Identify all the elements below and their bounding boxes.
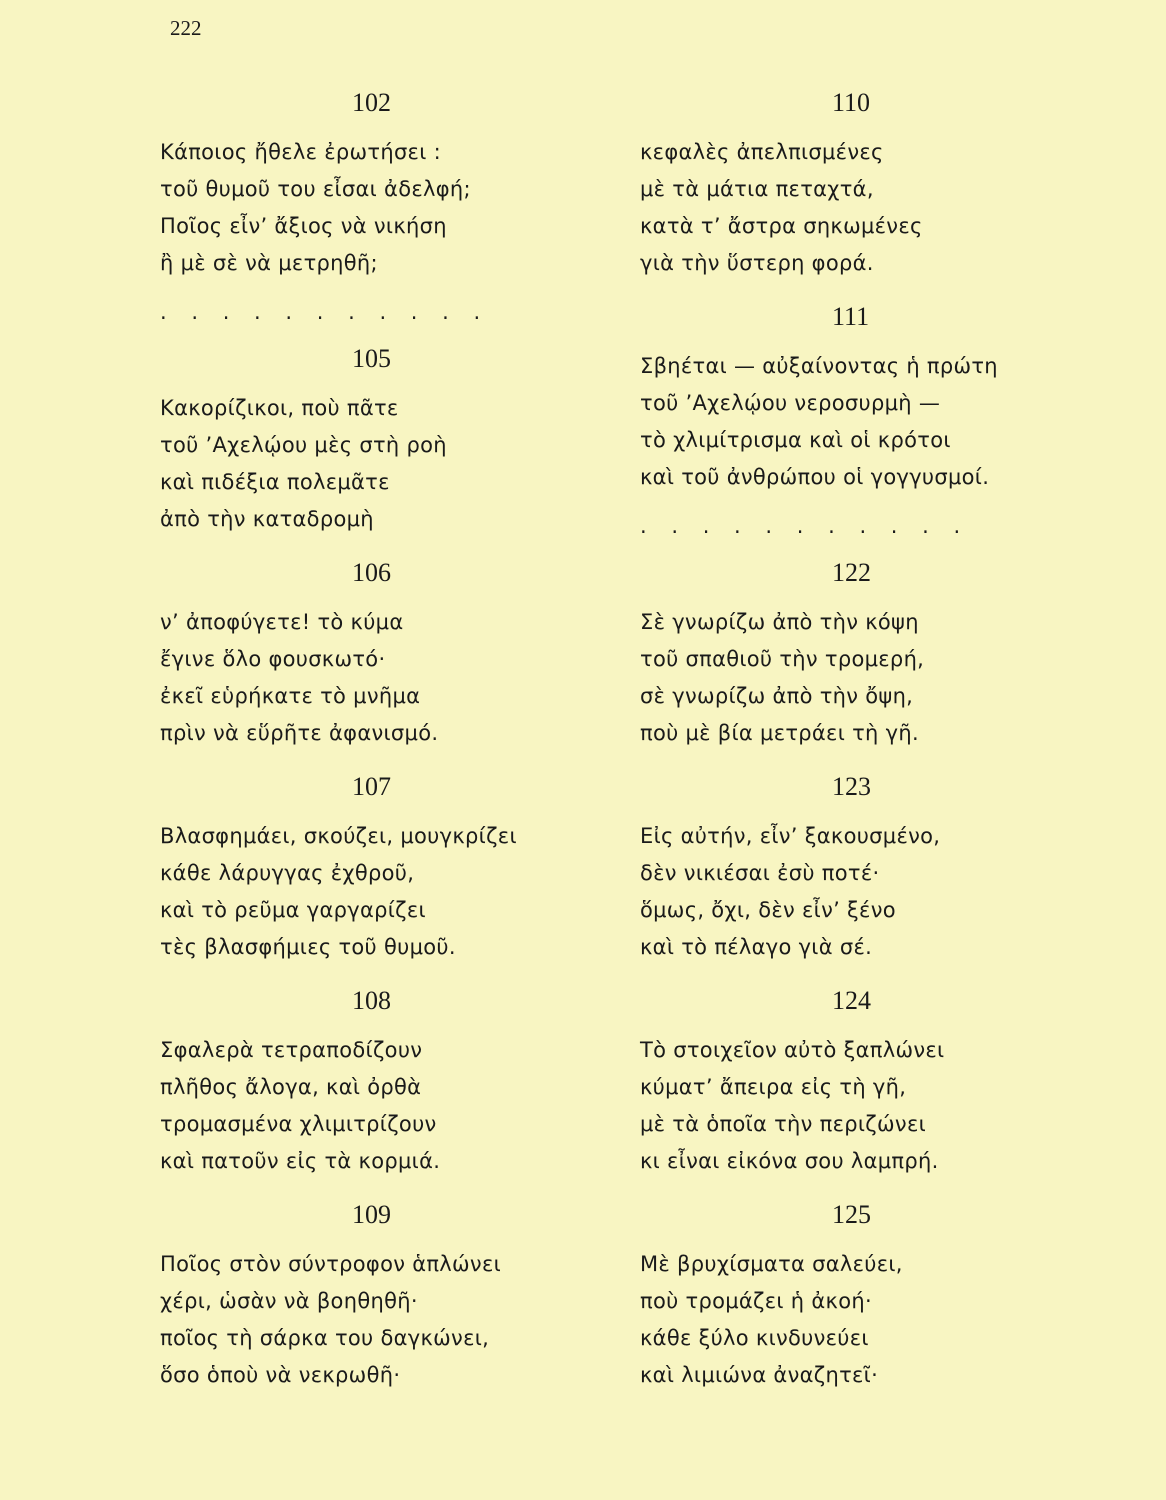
stanza <box>640 300 1080 496</box>
right-column <box>640 86 1080 1412</box>
verse-line: σὲ γνωρίζω ἀπὸ τὴν ὄψη, <box>640 684 914 708</box>
page-number: 222 <box>170 16 202 40</box>
stanza-number: 110 <box>832 88 871 117</box>
verse-line: Εἰς αὐτήν, εἶν’ ξακουσμένο, <box>640 824 941 848</box>
verse-line: κατὰ τ’ ἄστρα σηκωμένες <box>640 214 923 238</box>
verse-line: μὲ τὰ ὁποῖα τὴν περιζώνει <box>640 1112 926 1136</box>
verse-line: τοῦ ’Αχελῴου μὲς στὴ ροὴ <box>160 433 447 457</box>
verse-line: Ποῖος στὸν σύντροφον ἁπλώνει <box>160 1252 502 1276</box>
omission-dots: . . . . . . . . . . . <box>160 300 490 324</box>
verse-line: ἢ μὲ σὲ νὰ μετρηθῆ; <box>160 251 378 275</box>
stanza <box>160 984 580 1180</box>
stanza-number: 123 <box>832 772 871 801</box>
stanza-number: 111 <box>832 302 870 331</box>
verse-line: κύματ’ ἄπειρα εἰς τὴ γῆ, <box>640 1075 907 1099</box>
verse-line: Μὲ βρυχίσματα σαλεύει, <box>640 1252 903 1276</box>
verse-line: Τὸ στοιχεῖον αὐτὸ ξαπλώνει <box>640 1038 945 1062</box>
verse-line: ποῖος τὴ σάρκα του δαγκώνει, <box>160 1326 490 1350</box>
verse-line: μὲ τὰ μάτια πεταχτά, <box>640 177 874 201</box>
verse-line: ἐκεῖ εὑρήκατε τὸ μνῆμα <box>160 684 421 708</box>
verse-line: ἀπὸ τὴν καταδρομὴ <box>160 507 374 531</box>
stanza-number: 102 <box>352 88 391 117</box>
verse-line: Ποῖος εἶν’ ἄξιος νὰ νικήση <box>160 214 447 238</box>
verse-line: πλῆθος ἄλογα, καὶ ὀρθὰ <box>160 1075 422 1099</box>
verse-line: Σὲ γνωρίζω ἀπὸ τὴν κόψη <box>640 610 919 634</box>
stanza <box>640 86 1080 282</box>
verse-line: τρομασμένα χλιμιτρίζουν <box>160 1112 437 1136</box>
verse-line: ὅσο ὁποὺ νὰ νεκρωθῆ· <box>160 1363 401 1387</box>
verse-line: Σβηέται — αὐξαίνοντας ἡ πρώτη <box>640 354 998 378</box>
stanza-number: 108 <box>352 986 391 1015</box>
verse-line: καὶ λιμιώνα ἀναζητεῖ· <box>640 1363 879 1387</box>
verse-line: Βλασφημάει, σκούζει, μουγκρίζει <box>160 824 517 848</box>
verse-line: τοῦ ’Αχελῴου νεροσυρμὴ — <box>640 391 941 415</box>
stanza <box>640 984 1080 1180</box>
verse-line: ν’ ἀποφύγετε! τὸ κύμα <box>160 610 404 634</box>
verse-line: Σφαλερὰ τετραποδίζουν <box>160 1038 423 1062</box>
verse-line: καὶ τοῦ ἀνθρώπου οἱ γογγυσμοί. <box>640 465 990 489</box>
verse-line: Κάποιος ἤθελε ἐρωτήσει : <box>160 140 441 164</box>
stanza <box>160 1198 580 1394</box>
verse-line: δὲν νικιέσαι ἐσὺ ποτέ· <box>640 861 880 885</box>
verse-line: κεφαλὲς ἀπελπισμένες <box>640 140 884 164</box>
stanza-number: 105 <box>352 344 391 373</box>
verse-line: γιὰ τὴν ὕστερη φορά. <box>640 251 874 275</box>
stanza <box>160 86 580 282</box>
left-column <box>160 86 580 1412</box>
stanza-number: 109 <box>352 1200 391 1229</box>
stanza-number: 122 <box>832 558 871 587</box>
verse-line: ποὺ μὲ βία μετράει τὴ γῆ. <box>640 721 919 745</box>
stanza <box>160 556 580 752</box>
omission-dots: . . . . . . . . . . . <box>640 514 970 538</box>
stanza-number: 125 <box>832 1200 871 1229</box>
verse-line: Κακορίζικοι, ποὺ πᾶτε <box>160 396 399 420</box>
verse-line: ποὺ τρομάζει ἡ ἀκοή· <box>640 1289 872 1313</box>
verse-line: τὲς βλασφήμιες τοῦ θυμοῦ. <box>160 935 456 959</box>
verse-line: τὸ χλιμίτρισμα καὶ οἱ κρότοι <box>640 428 951 452</box>
stanza <box>640 770 1080 966</box>
verse-line: χέρι, ὡσὰν νὰ βοηθηθῆ· <box>160 1289 418 1313</box>
verse-line: κι εἶναι εἰκόνα σου λαμπρή. <box>640 1149 939 1173</box>
stanza-number: 107 <box>352 772 391 801</box>
verse-line: καὶ πιδέξια πολεμᾶτε <box>160 470 390 494</box>
verse-line: καὶ τὸ ρεῦμα γαργαρίζει <box>160 898 426 922</box>
stanza <box>160 342 580 538</box>
stanza <box>640 556 1080 752</box>
stanza-number: 106 <box>352 558 391 587</box>
verse-line: πρὶν νὰ εὕρῆτε ἀφανισμό. <box>160 721 439 745</box>
stanza-number: 124 <box>832 986 871 1015</box>
verse-line: κάθε λάρυγγας ἐχθροῦ, <box>160 861 415 885</box>
stanza <box>160 770 580 966</box>
verse-line: καὶ πατοῦν εἰς τὰ κορμιά. <box>160 1149 441 1173</box>
verse-line: καὶ τὸ πέλαγο γιὰ σέ. <box>640 935 873 959</box>
verse-line: τοῦ σπαθιοῦ τὴν τρομερή, <box>640 647 925 671</box>
verse-line: κάθε ξύλο κινδυνεύει <box>640 1326 869 1350</box>
stanza <box>640 1198 1080 1394</box>
verse-line: ἔγινε ὅλο φουσκωτό· <box>160 647 386 671</box>
verse-line: τοῦ θυμοῦ του εἶσαι ἀδελφή; <box>160 177 471 201</box>
verse-line: ὅμως, ὄχι, δὲν εἶν’ ξένο <box>640 898 896 922</box>
